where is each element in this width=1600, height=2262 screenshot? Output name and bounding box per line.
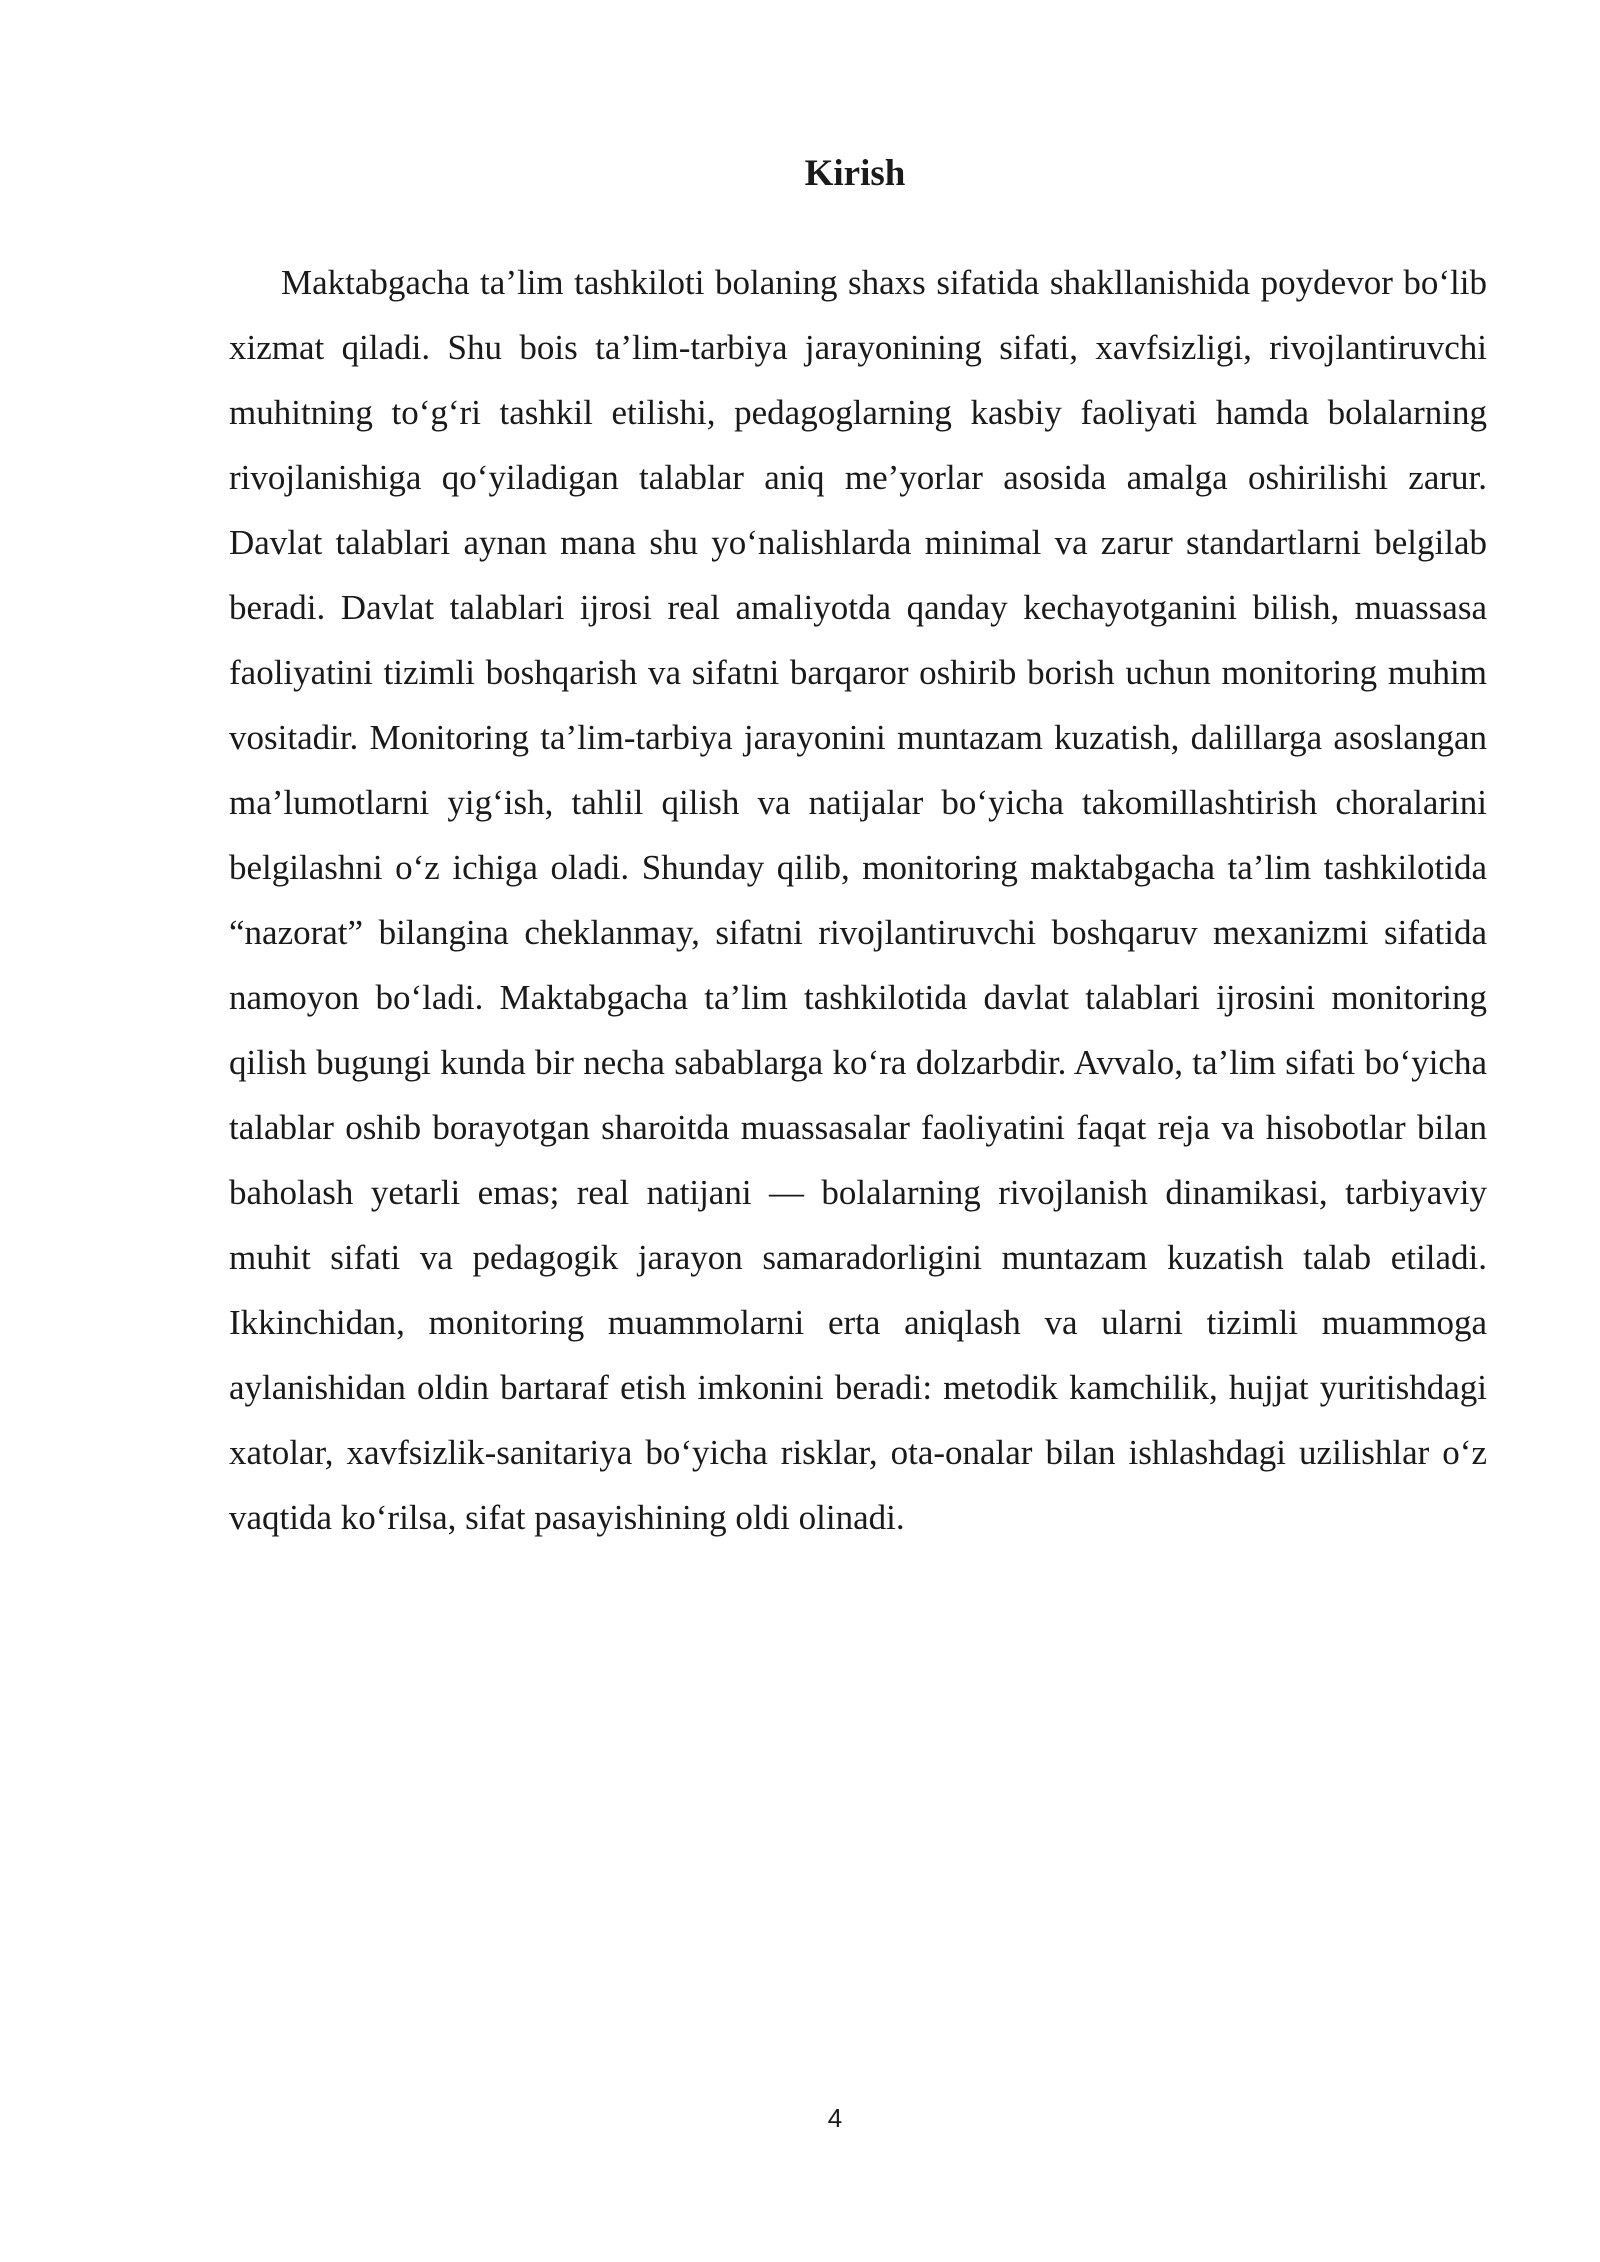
body-paragraph: Maktabgacha ta’lim tashkiloti bolaning shaxs sifatida shakllanishida poydevor bo‘lib xizmat qiladi. Shu bois ta’lim-tarbiya jarayonining sifati, xavfsizligi, rivojlantiruvchi muhitning to‘g‘ri tashkil etilishi, pedagoglarning kasbiy faoliyati hamda bolalarning rivojlanishiga qo‘yiladigan talablar aniq me’yorlar asosida amalga oshirilishi zarur. Davlat talablari aynan mana shu yo‘nalishlarda minimal va zarur standartlarni belgilab beradi. Davlat talablari ijrosi real amaliyotda qanday kechayotganini bilish, muassasa faoliyatini tizimli boshqarish va sifatni barqaror oshirib borish uchun monitoring muhim vositadir. Monitoring ta’lim-tarbiya jarayonini muntazam kuzatish, dalillarga asoslangan ma’lumotlarni yig‘ish, tahlil qilish va natijalar bo‘yicha takomillashtirish choralarini belgilashni o‘z ichiga oladi. Shunday qilib, monitoring maktabgacha ta’lim tashkilotida “nazorat” bilangina cheklanmay, sifatni rivojlantiruvchi boshqaruv mexanizmi sifatida namoyon bo‘ladi. Maktabgacha ta’lim tashkilotida davlat talablari ijrosini monitoring qilish bugungi kunda bir necha sabablarga ko‘ra dolzarbdir. Avvalo, ta’lim sifati bo‘yicha talablar oshib borayotgan sharoitda muassasalar faoliyatini faqat reja va hisobotlar bilan baholash yetarli emas; real natijani — bolalarning rivojlanish dinamikasi, tarbiyaviy muhit sifati va pedagogik jarayon samaradorligini muntazam kuzatish talab etiladi. Ikkinchidan, monitoring muammolarni erta aniqlash va ularni tizimli muammoga aylanishidan oldin bartaraf etish imkonini beradi: metodik kamchilik, hujjat yuritishdagi xatolar, xavfsizlik-sanitariya bo‘yicha risklar, ota-onalar bilan ishlashdagi uzilishlar o‘z vaqtida ko‘rilsa, sifat pasayishining oldi olinadi. [229, 263, 1487, 1537]
page-number: 4 [827, 2103, 843, 2133]
page-title: Kirish [804, 153, 906, 194]
